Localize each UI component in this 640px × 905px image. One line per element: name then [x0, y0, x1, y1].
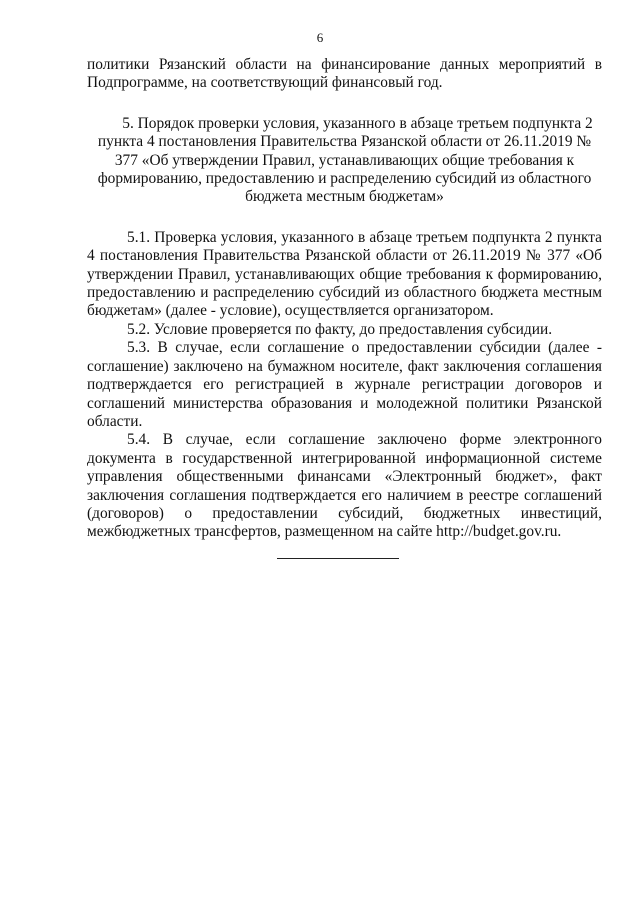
section-5-heading: 5. Порядок проверки условия, указанного в абзаце третьем подпункта 2 пункта 4 постановления Правительства Рязанской области от 26.11.2019 № 377 «Об утверждении Правил, устанавливающих общие требования к формированию, предоставлению и распределению субсидий из областного бюджета местным бюджетам»	[97, 114, 593, 206]
continuation-paragraph: политики Рязанский области на финансирование данных мероприятий в Подпрограмме, на соответствующий финансовый год.	[87, 56, 602, 92]
paragraph-5-2: 5.2. Условие проверяется по факту, до предоставления субсидии.	[127, 320, 553, 338]
end-separator-line	[277, 558, 399, 559]
paragraph-5-4: 5.4. В случае, если соглашение заключено форме электронного документа в государственной интегрированной информационной системе управления общественными финансами «Электронный бюджет», факт заключения соглашения подтверждается его наличием в реестре соглашений (договоров) о предоставлении субсидий, бюджетных инвестиций, межбюджетных трансфертов, размещенном на сайте http://budget.gov.ru.	[87, 431, 602, 541]
paragraph-5-3: 5.3. В случае, если соглашение о предоставлении субсидии (далее - соглашение) заключено на бумажном носителе, факт заключения соглашения подтверждается его регистрацией в журнале регистрации договоров и соглашений министерства образования и молодежной политики Рязанской области.	[87, 339, 602, 430]
paragraph-5-1: 5.1. Проверка условия, указанного в абзаце третьем подпункта 2 пункта 4 постановления Правительства Рязанской области от 26.11.2019 № 377 «Об утверждении Правил, устанавливающих общие требования к формированию, предоставлению и распределению субсидий из областного бюджета местным бюджетам» (далее - условие), осуществляется организатором.	[87, 228, 602, 320]
page-number: 6	[316, 30, 324, 45]
document-body	[87, 56, 602, 542]
